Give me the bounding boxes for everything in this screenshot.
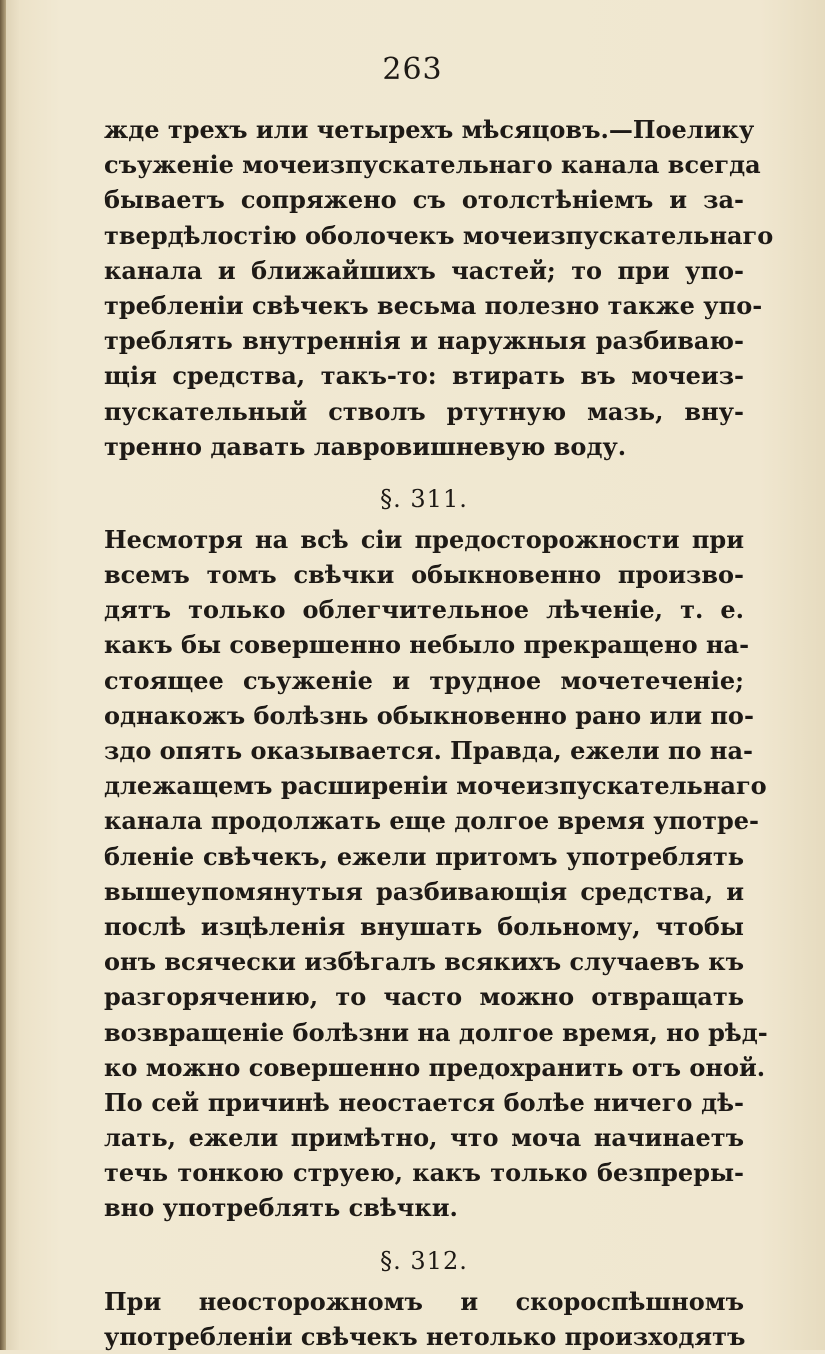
text-line: вно употреблять свѣчки. bbox=[104, 1193, 458, 1223]
text-line: бленіе свѣчекъ, ежели притомъ употреблять bbox=[104, 841, 744, 871]
text-line: течь тонкою струею, какъ только безпреры- bbox=[104, 1158, 744, 1188]
text-line: жде трехъ или четырехъ мѣсяцовъ.—Поелику bbox=[104, 115, 755, 144]
page-number: 263 bbox=[382, 52, 443, 87]
text-line: треблять внутреннія и наружныя разбиваю- bbox=[104, 326, 744, 356]
text-line: ко можно совершенно предохранить отъ оной. bbox=[104, 1052, 766, 1082]
text-line: При неосторожномъ и скороспѣшномъ bbox=[104, 1286, 744, 1316]
page-spine-edge bbox=[0, 0, 6, 1350]
text-line: твердѣлостію оболочекъ мочеизпускательнаго bbox=[104, 220, 774, 250]
section-heading: §. 312. bbox=[380, 1246, 468, 1275]
text-line: всемъ томъ свѣчки обыкновенно произво- bbox=[104, 560, 744, 590]
text-line: вышеупомянутыя разбивающія средства, и bbox=[104, 876, 744, 906]
text-line: По сей причинѣ неостается болѣе ничего дѣ- bbox=[104, 1087, 744, 1117]
text-line: возвращеніе болѣзни на долгое время, но рѣд- bbox=[104, 1017, 768, 1047]
text-line: послѣ изцѣленія внушать больному, чтобы bbox=[104, 911, 744, 941]
text-line: тренно давать лавровишневую воду. bbox=[104, 431, 627, 461]
text-line: какъ бы совершенно небыло прекращено на- bbox=[104, 630, 750, 660]
text-line: разгорячению, то часто можно отвращать bbox=[104, 982, 744, 1012]
text-line: съуженіе мочеизпускательнаго канала всегда bbox=[104, 150, 761, 180]
text-line: здо опять оказывается. Правда, ежели по на- bbox=[104, 736, 753, 765]
text-line: бываетъ сопряжено съ отолстѣніемъ и за- bbox=[104, 185, 744, 215]
text-line: однакожъ болѣзнь обыкновенно рано или по- bbox=[104, 700, 754, 730]
text-line: канала и ближайшихъ частей; то при упо- bbox=[104, 255, 744, 285]
text-line: дятъ только облегчительное лѣченіе, т. е. bbox=[104, 595, 744, 625]
text-line: пускательный стволъ ртутную мазь, вну- bbox=[104, 396, 744, 426]
text-line: длежащемъ расширеніи мочеизпускательнаго bbox=[104, 771, 767, 801]
text-line: лать, ежели примѣтно, что моча начинаетъ bbox=[104, 1123, 744, 1153]
text-line: требленіи свѣчекъ весьма полезно также упо- bbox=[104, 290, 763, 320]
text-line: стоящее съуженіе и трудное мочетеченіе; bbox=[104, 665, 744, 695]
text-line: щія средства, такъ-то: втирать въ мочеиз- bbox=[104, 361, 744, 391]
section-heading: §. 311. bbox=[380, 484, 468, 513]
text-line: канала продолжать еще долгое время употре- bbox=[104, 806, 760, 836]
page-text bbox=[104, 112, 774, 1354]
text-line: Несмотря на всѣ сіи предосторожности при bbox=[104, 524, 744, 554]
text-line: употребленіи свѣчекъ нетолько произходятъ bbox=[104, 1321, 746, 1351]
text-line: онъ всячески избѣгалъ всякихъ случаевъ къ bbox=[104, 947, 744, 977]
